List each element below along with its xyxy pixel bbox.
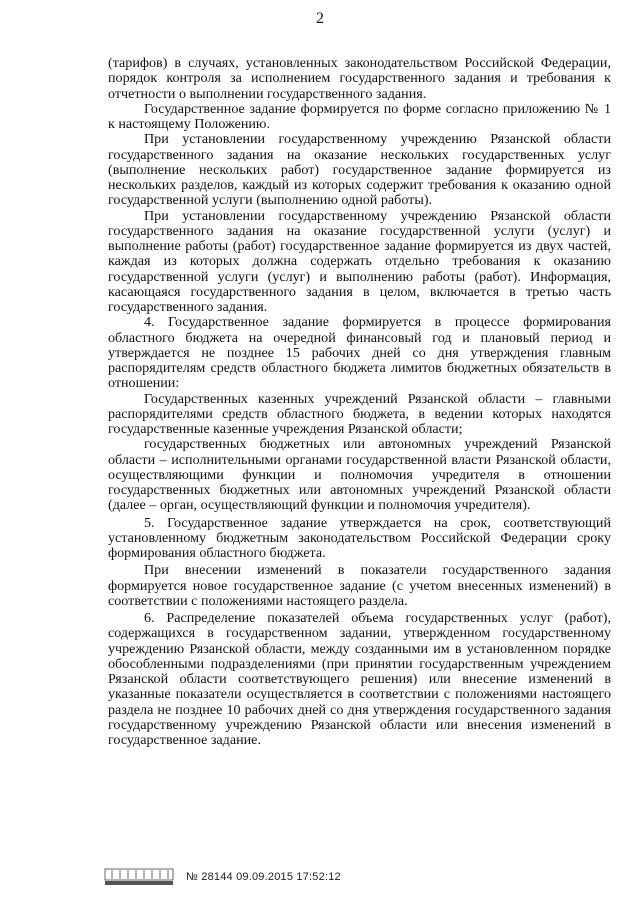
paragraph: При установлении государственному учреждению Рязанской области государственного задания на оказание нескольких государственных услуг (выполнение нескольких работ) государственное задание формируется из нескольких разделов, каждый из которых содержит требования к оказанию одной государственной услуги (выполнению одной работы).: [108, 131, 611, 209]
paragraph: При внесении изменений в показатели государственного задания формируется новое государственное задание (с учетом внесенных изменений) в соответствии с положениями настоящего раздела.: [108, 562, 611, 609]
page-number: 2: [316, 10, 324, 27]
registration-number: № 28144 09.09.2015 17:52:12: [186, 871, 341, 883]
paragraph: государственных бюджетных или автономных учреждений Рязанской области – исполнительными органами государственной власти Рязанской области, осуществляющими функции и полномочия учредителя в отношении государственных бюджетных или автономных учреждений Рязанской области (далее – орган, осуществляющий функции и полномочия учредителя).: [108, 436, 611, 514]
paragraph-item-6: 6. Распределение показателей объема государственных услуг (работ), содержащихся в государственном задании, утвержденном государственному учреждению Рязанской области, между созданными им в установленном порядке обособленными подразделениями (при принятии государственным учреждением Рязанской области соответствующего решения) или внесение изменений в указанные показатели осуществляется в соответствии с положениями настоящего раздела не позднее 10 рабочих дней со дня утверждения государственного задания государственному учреждению Рязанской области или внесения изменений в государственное задание.: [108, 610, 611, 748]
paragraph-item-5: 5. Государственное задание утверждается на срок, соответствующий установленному бюджетным законодательством Российской Федерации сроку формирования областного бюджета.: [108, 514, 611, 561]
registration-stamp: [104, 866, 524, 888]
paragraph-continuation: (тарифов) в случаях, установленных законодательством Российской Федерации, порядок контроля за исполнением государственного задания и требования к отчетности о выполнении государственного задания.: [108, 55, 611, 102]
document-body: [108, 56, 611, 748]
paragraph: Государственных казенных учреждений Рязанской области – главными распорядителями средств областного бюджета, в ведении которых находятся государственные казенные учреждения Рязанской области;: [108, 390, 611, 437]
paragraph-item-4: 4. Государственное задание формируется в процессе формирования областного бюджета на очередной финансовый год и плановый период и утверждается не позднее 15 рабочих дней со дня утверждения главным распорядителям средств областного бюджета лимитов бюджетных обязательств в отношении:: [108, 314, 611, 392]
paragraph: Государственное задание формируется по форме согласно приложению № 1 к настоящему Положению.: [108, 100, 611, 132]
document-registry-logo: [104, 868, 174, 886]
paragraph: При установлении государственному учреждению Рязанской области государственного задания на оказание государственной услуги (услуг) и выполнение работы (работ) государственное задание формируется из двух частей, каждая из которых должна содержать отдельно требования к оказанию государственной услуги (услуг) и выполнению работы (работ). Информация, касающаяся государственного задания в целом, включается в третью часть государственного задания.: [108, 207, 611, 315]
